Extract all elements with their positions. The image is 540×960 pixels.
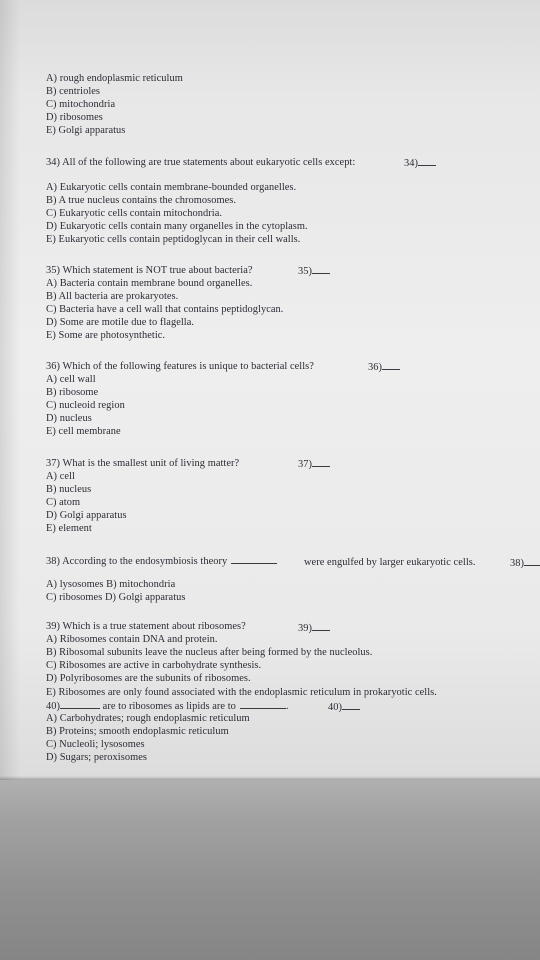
q38-choices-row2: C) ribosomes D) Golgi apparatus (46, 592, 186, 603)
q40-blank-second[interactable] (240, 699, 286, 709)
q37-choice-b: B) nucleus (46, 484, 92, 495)
q40-stem-end: . (285, 701, 289, 712)
q36-answer-line[interactable] (382, 360, 400, 370)
q40-choice-b: B) Proteins; smooth endoplasmic reticulum (46, 726, 229, 737)
q40-choice-c: C) Nucleoli; lysosomes (46, 739, 145, 750)
q34-stem: 34) All of the following are true statements about eukaryotic cells except: (46, 157, 356, 168)
q40-blank-first[interactable] (60, 699, 100, 709)
q37-answer-label: 37) (298, 459, 313, 470)
q33-choice-e: E) Golgi apparatus (46, 125, 126, 136)
q34-choice-d: D) Eukaryotic cells contain many organelles in the cytoplasm. (46, 221, 308, 232)
q38-stem-text: 38) According to the endosymbiosis theory (46, 556, 228, 567)
q38-answer-line[interactable] (524, 556, 540, 566)
q36-choice-b: B) ribosome (46, 387, 99, 398)
q33-choice-c: C) mitochondria (46, 99, 116, 110)
q39-choice-d: D) Polyribosomes are the subunits of ribosomes. (46, 673, 251, 684)
q33-choice-d: D) ribosomes (46, 112, 103, 123)
q39-answer-line[interactable] (312, 621, 330, 631)
q37-choice-a: A) cell (46, 471, 75, 482)
q35-choice-c: C) Bacteria have a cell wall that contains peptidoglycan. (46, 304, 284, 315)
q40-stem-text: are to ribosomes as lipids are to (102, 701, 236, 712)
q35-choice-a: A) Bacteria contain membrane bound organelles. (46, 278, 253, 289)
page-bottom-edge (0, 776, 540, 780)
q39-answer-blank[interactable] (298, 621, 330, 636)
q38-stem-part2: were engulfed by larger eukaryotic cells. (304, 557, 476, 568)
background-surface (0, 770, 540, 960)
q34-choice-e: E) Eukaryotic cells contain peptidoglycan in their cell walls. (46, 234, 301, 245)
q38-choices-row1: A) lysosomes B) mitochondria (46, 579, 176, 590)
q38-answer-blank[interactable] (510, 556, 540, 571)
q34-answer-blank[interactable] (404, 156, 436, 171)
q40-answer-line[interactable] (342, 700, 360, 710)
q35-answer-label: 35) (298, 266, 313, 277)
q37-answer-line[interactable] (312, 457, 330, 467)
q39-answer-label: 39) (298, 623, 313, 634)
q37-stem: 37) What is the smallest unit of living matter? (46, 458, 240, 469)
q37-answer-blank[interactable] (298, 457, 330, 472)
q35-answer-line[interactable] (312, 264, 330, 274)
q39-choice-e: E) Ribosomes are only found associated with the endoplasmic reticulum in prokaryotic cells. (46, 687, 437, 698)
q36-answer-blank[interactable] (368, 360, 400, 375)
q40-answer-blank[interactable] (328, 700, 360, 715)
q37-choice-c: C) atom (46, 497, 81, 508)
q40-answer-label: 40) (328, 702, 343, 713)
q33-choice-a: A) rough endoplasmic reticulum (46, 73, 183, 84)
q35-choice-d: D) Some are motile due to flagella. (46, 317, 195, 328)
q36-choice-d: D) nucleus (46, 413, 92, 424)
q34-answer-label: 34) (404, 158, 419, 169)
q36-stem: 36) Which of the following features is unique to bacterial cells? (46, 361, 314, 372)
q36-choice-e: E) cell membrane (46, 426, 121, 437)
q35-choice-e: E) Some are photosynthetic. (46, 330, 166, 341)
q36-choice-c: C) nucleoid region (46, 400, 125, 411)
q35-choice-b: B) All bacteria are prokaryotes. (46, 291, 179, 302)
q39-choice-a: A) Ribosomes contain DNA and protein. (46, 634, 218, 645)
q36-answer-label: 36) (368, 362, 383, 373)
q36-choice-a: A) cell wall (46, 374, 96, 385)
q40-number: 40) (46, 701, 61, 712)
q35-answer-blank[interactable] (298, 264, 330, 279)
q39-stem: 39) Which is a true statement about ribosomes? (46, 621, 246, 632)
q37-choice-e: E) element (46, 523, 92, 534)
q38-stem-part1 (46, 554, 277, 569)
q39-choice-c: C) Ribosomes are active in carbohydrate synthesis. (46, 660, 262, 671)
q38-answer-label: 38) (510, 558, 525, 569)
q40-choice-a: A) Carbohydrates; rough endoplasmic reticulum (46, 713, 250, 724)
q34-choice-b: B) A true nucleus contains the chromosomes. (46, 195, 237, 206)
q33-choice-b: B) centrioles (46, 86, 101, 97)
q37-choice-d: D) Golgi apparatus (46, 510, 127, 521)
q35-stem: 35) Which statement is NOT true about bacteria? (46, 265, 253, 276)
q38-inline-blank[interactable] (231, 554, 277, 564)
q39-choice-b: B) Ribosomal subunits leave the nucleus after being formed by the nucleolus. (46, 647, 373, 658)
q34-answer-line[interactable] (418, 156, 436, 166)
q40-choice-d: D) Sugars; peroxisomes (46, 752, 147, 763)
q34-choice-c: C) Eukaryotic cells contain mitochondria. (46, 208, 223, 219)
q34-choice-a: A) Eukaryotic cells contain membrane-bounded organelles. (46, 182, 297, 193)
